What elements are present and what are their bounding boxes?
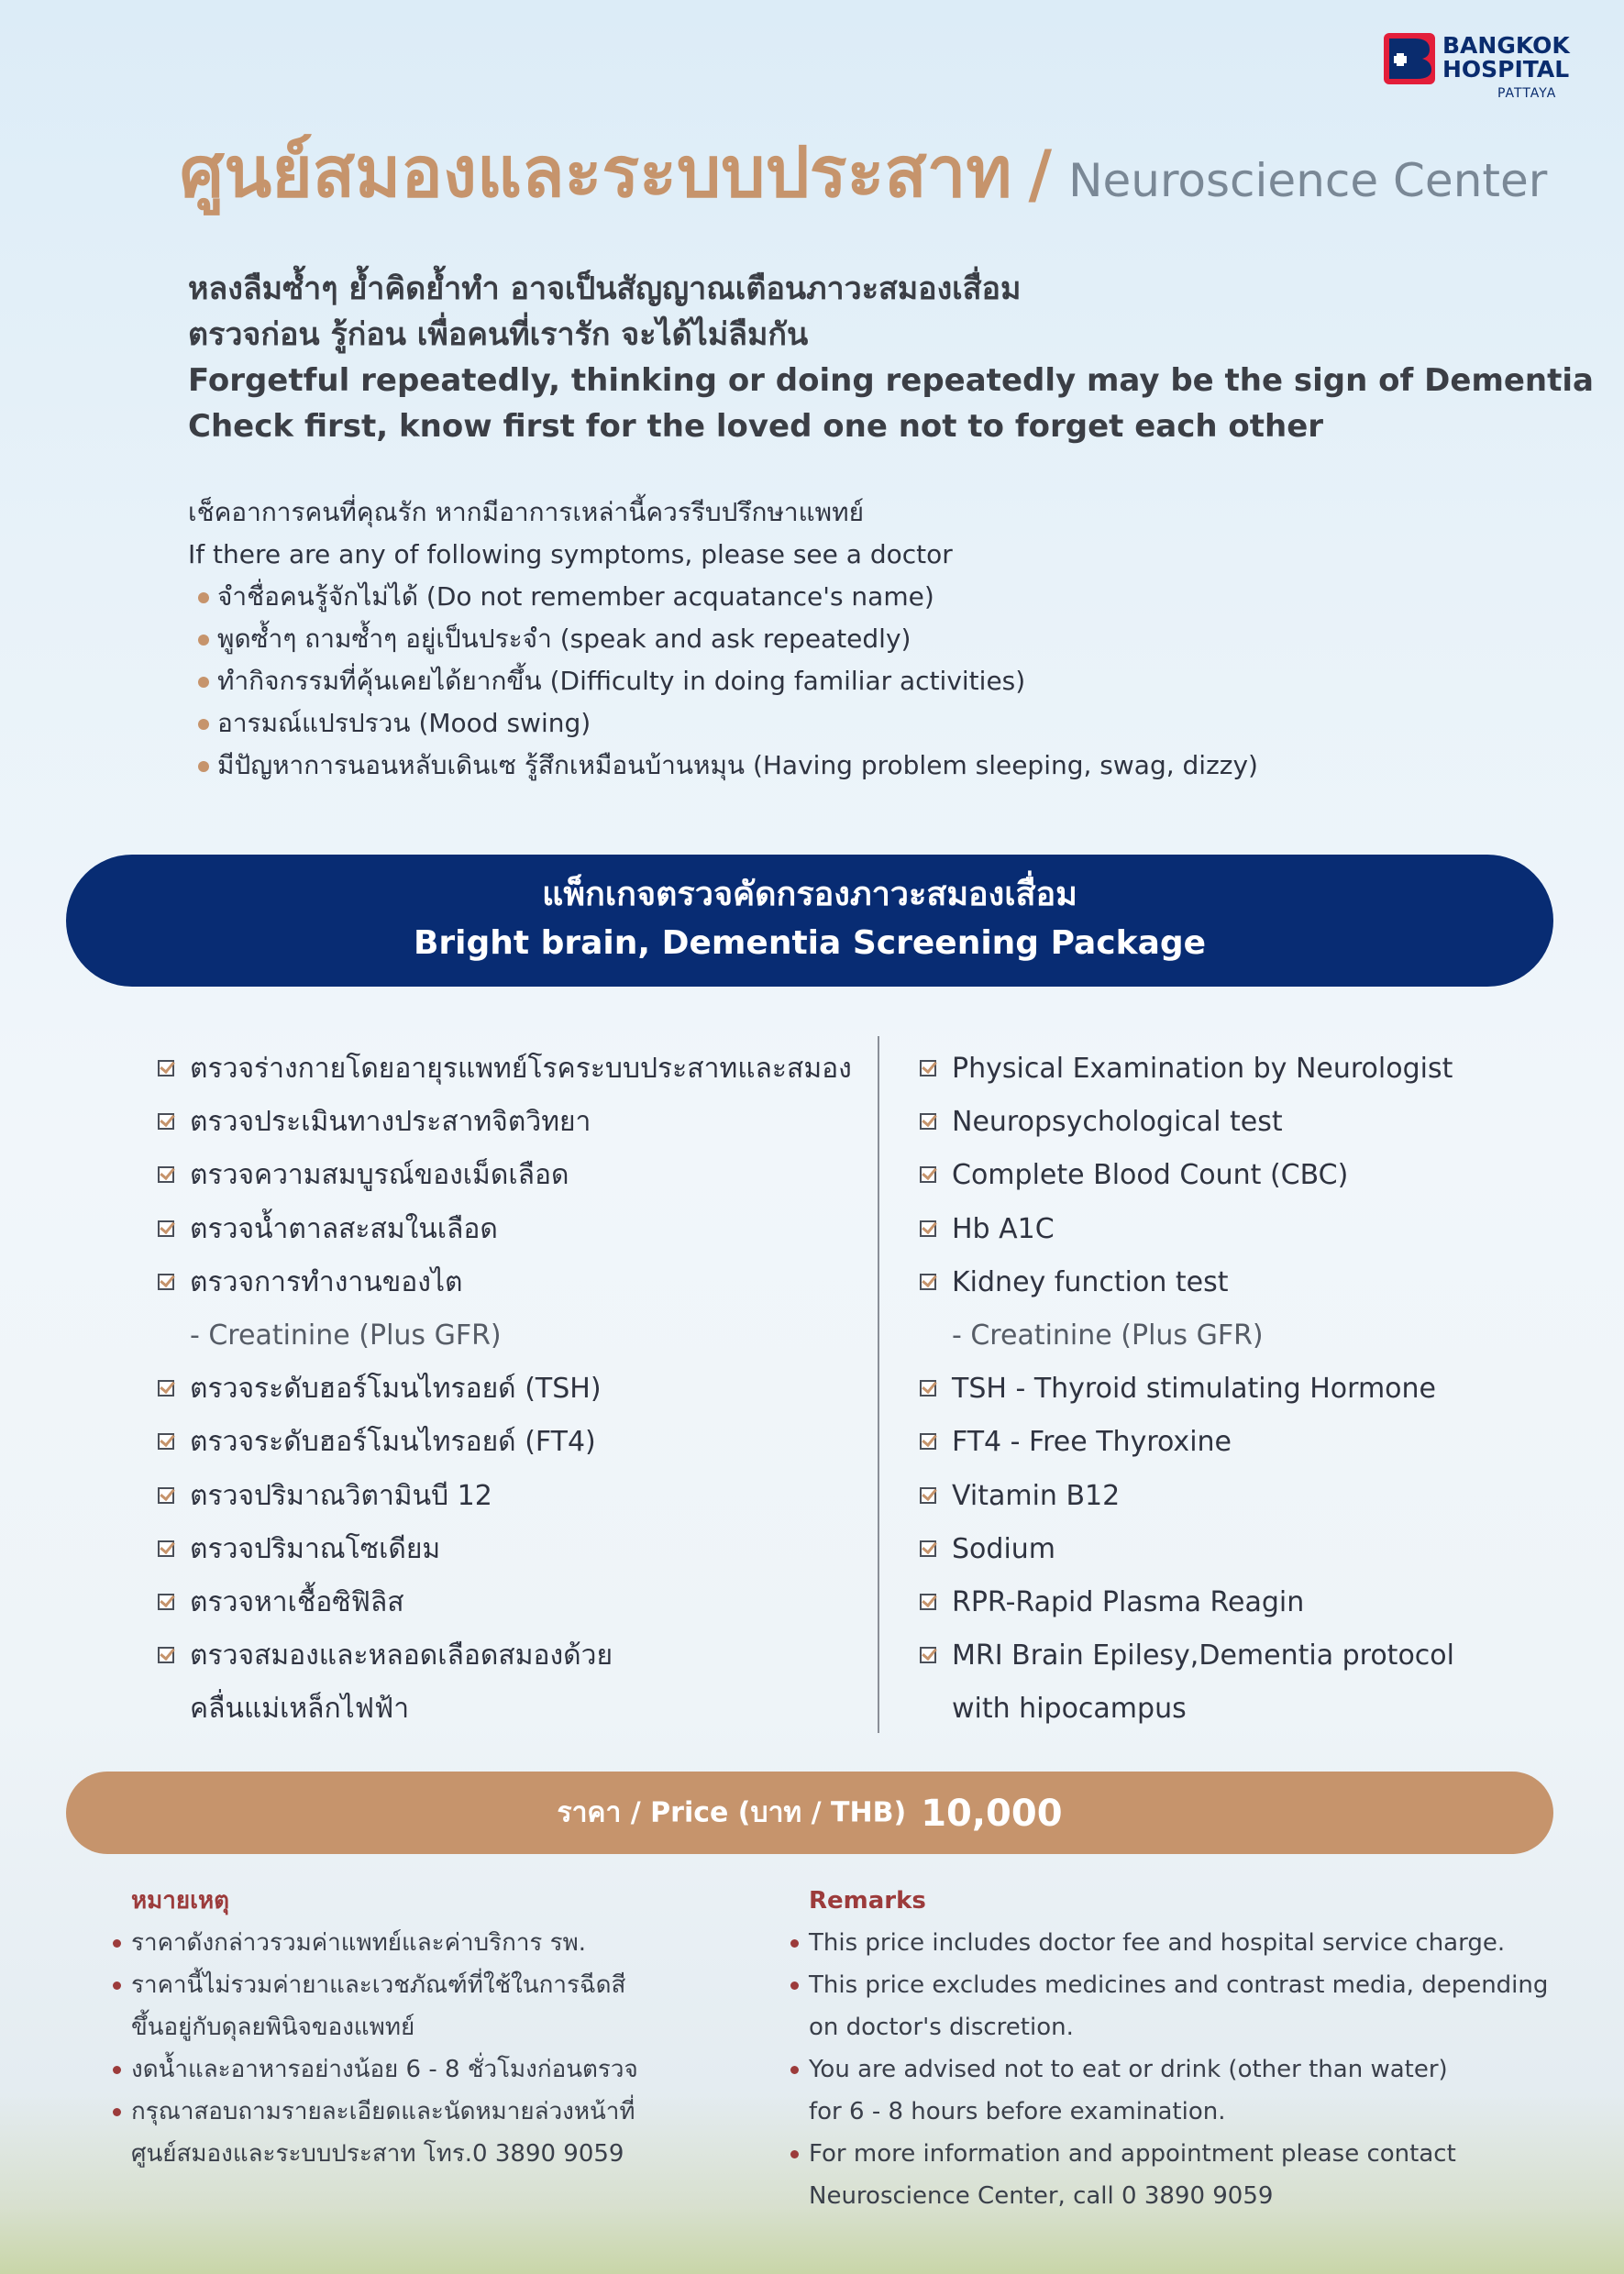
remarks-en	[790, 1880, 1549, 2217]
remark-item: For more information and appointment please contact	[790, 2133, 1524, 2175]
package-item	[158, 1043, 873, 1096]
logo-name-line1: BANGKOK	[1442, 32, 1570, 59]
headline-th-line1: หลงลืมซ้ำๆ ย้ำคิดย้ำทำ อาจเป็นสัญญาณเตือนภาวะสมองเสื่อม	[188, 270, 1022, 307]
package-title-th: แพ็กเกจตรวจคัดกรองภาวะสมองเสื่อม	[542, 876, 1077, 913]
remark-item-continued: ขึ้นอยู่กับดุลยพินิจของแพทย์	[131, 2014, 415, 2041]
package-item-sub: - Creatinine (Plus GFR)	[952, 1319, 1264, 1352]
package-banner	[66, 855, 1553, 987]
remark-item-continued: Neuroscience Center, call 0 3890 9059	[809, 2182, 1274, 2210]
package-item	[920, 1149, 1562, 1202]
package-item-label: Neuropsychological test	[952, 1106, 1283, 1139]
remarks-th-heading: หมายเหตุ	[131, 1887, 230, 1915]
symptom-item: ทำกิจกรรมที่คุ้นเคยได้ยากขึ้น (Difficulty in doing familiar activities)	[188, 660, 1518, 702]
package-item-label: ตรวจร่างกายโดยอายุรแพทย์โรคระบบประสาทและสมอง	[190, 1053, 852, 1085]
package-item	[158, 1096, 873, 1149]
checkbox-icon	[920, 1274, 936, 1290]
remark-item: This price includes doctor fee and hospital service charge.	[790, 1922, 1524, 1964]
price-bar	[66, 1772, 1553, 1854]
package-item	[158, 1256, 873, 1309]
package-item-label: ตรวจความสมบูรณ์ของเม็ดเลือด	[190, 1159, 569, 1192]
package-item-label: Kidney function test	[952, 1265, 1229, 1298]
package-item-label: MRI Brain Epilesy,Dementia protocol	[952, 1639, 1454, 1672]
package-title-en: Bright brain, Dementia Screening Package	[413, 924, 1207, 962]
headline	[188, 266, 1594, 449]
price-label: ราคา / Price (บาท / THB)	[557, 1796, 907, 1829]
checkbox-icon	[158, 1594, 174, 1610]
package-item	[920, 1470, 1562, 1523]
checkbox-icon	[920, 1487, 936, 1504]
package-item	[158, 1149, 873, 1202]
remark-item-continued: on doctor's discretion.	[809, 2014, 1074, 2041]
package-item	[920, 1043, 1562, 1096]
remark-item: กรุณาสอบถามรายละเอียดและนัดหมายล่วงหน้าที่	[113, 2091, 755, 2133]
remark-item-continued: ศูนย์สมองและระบบประสาท โทร.0 3890 9059	[131, 2140, 624, 2168]
column-divider	[878, 1036, 879, 1733]
remark-item: You are advised not to eat or drink (other than water)	[790, 2048, 1524, 2091]
checkbox-icon	[920, 1433, 936, 1450]
page-title-separator: /	[1028, 137, 1053, 212]
checkbox-icon	[920, 1540, 936, 1557]
package-item	[158, 1470, 873, 1523]
package-item	[920, 1203, 1562, 1256]
remark-item: ราคาดังกล่าวรวมค่าแพทย์และค่าบริการ รพ.	[113, 1922, 755, 1964]
remarks-en-heading: Remarks	[809, 1887, 926, 1915]
package-item	[920, 1523, 1562, 1576]
symptoms-section	[188, 491, 1518, 787]
checkbox-icon	[158, 1380, 174, 1396]
checkbox-icon	[920, 1166, 936, 1183]
remarks-en-list	[790, 1922, 1549, 2217]
package-items-en	[920, 1043, 1562, 1737]
package-item	[920, 1416, 1562, 1469]
symptoms-intro-th: เช็คอาการคนที่คุณรัก หากมีอาการเหล่านี้ควรรีบปรึกษาแพทย์	[188, 497, 864, 527]
package-item-label: ตรวจปริมาณโซเดียม	[190, 1532, 441, 1565]
package-item	[158, 1416, 873, 1469]
remark-item: งดน้ำและอาหารอย่างน้อย 6 - 8 ชั่วโมงก่อนตรวจ	[113, 2048, 755, 2091]
remark-item-continued: for 6 - 8 hours before examination.	[809, 2098, 1226, 2125]
package-item-label: TSH - Thyroid stimulating Hormone	[952, 1373, 1437, 1406]
package-items-th	[158, 1043, 873, 1737]
headline-en-line1: Forgetful repeatedly, thinking or doing repeatedly may be the sign of Dementia	[188, 362, 1594, 399]
package-item	[920, 1096, 1562, 1149]
checkbox-icon	[920, 1380, 936, 1396]
checkbox-icon	[158, 1647, 174, 1663]
package-item-label: ตรวจน้ำตาลสะสมในเลือด	[190, 1212, 498, 1245]
checkbox-icon	[920, 1594, 936, 1610]
package-item-label: ตรวจประเมินทางประสาทจิตวิทยา	[190, 1106, 591, 1139]
package-item-label: FT4 - Free Thyroxine	[952, 1426, 1232, 1459]
package-item-label: ตรวจปริมาณวิตามินบี 12	[190, 1479, 492, 1512]
remark-item: This price excludes medicines and contrast media, depending	[790, 1964, 1524, 2006]
package-item-label: Sodium	[952, 1532, 1056, 1565]
checkbox-icon	[158, 1166, 174, 1183]
package-item	[158, 1523, 873, 1576]
checkbox-icon	[158, 1540, 174, 1557]
package-item-label: Hb A1C	[952, 1212, 1055, 1245]
checkbox-icon	[920, 1060, 936, 1076]
page-title-th: ศูนย์สมองและระบบประสาท	[180, 131, 1012, 213]
package-item-label: ตรวจหาเชื้อซิฟิลิส	[190, 1586, 404, 1619]
checkbox-icon	[158, 1060, 174, 1076]
symptom-item: อารมณ์แปรปรวน (Mood swing)	[188, 702, 1518, 745]
remarks-th	[113, 1880, 755, 2175]
package-item	[158, 1576, 873, 1629]
page-title	[180, 117, 1548, 227]
package-item-label: ตรวจระดับฮอร์โมนไทรอยด์ (FT4)	[190, 1426, 596, 1459]
package-item-sub: - Creatinine (Plus GFR)	[190, 1319, 502, 1352]
remarks-th-list	[113, 1922, 755, 2175]
package-item	[920, 1363, 1562, 1416]
checkbox-icon	[920, 1113, 936, 1130]
symptoms-intro-en: If there are any of following symptoms, please see a doctor	[188, 539, 953, 569]
package-item	[158, 1363, 873, 1416]
symptom-item: มีปัญหาการนอนหลับเดินเซ รู้สึกเหมือนบ้านหมุน (Having problem sleeping, swag, dizzy)	[188, 745, 1518, 787]
symptom-item: พูดซ้ำๆ ถามซ้ำๆ อยู่เป็นประจำ (speak and ask repeatedly)	[188, 618, 1518, 660]
package-item-label: RPR-Rapid Plasma Reagin	[952, 1586, 1305, 1619]
package-item-label: Physical Examination by Neurologist	[952, 1053, 1453, 1085]
checkbox-icon	[158, 1487, 174, 1504]
checkbox-icon	[158, 1220, 174, 1237]
package-item-label: ตรวจสมองและหลอดเลือดสมองด้วย	[190, 1639, 613, 1672]
package-item	[158, 1629, 873, 1683]
package-item-label: ตรวจการทำงานของไต	[190, 1265, 463, 1298]
hospital-logo	[1384, 33, 1595, 103]
symptoms-list	[188, 576, 1518, 787]
package-item-label: Vitamin B12	[952, 1479, 1121, 1512]
package-item-label: Complete Blood Count (CBC)	[952, 1159, 1349, 1192]
headline-en-line2: Check first, know first for the loved one not to forget each other	[188, 408, 1324, 445]
package-item	[920, 1256, 1562, 1309]
checkbox-icon	[158, 1113, 174, 1130]
package-item-label: ตรวจระดับฮอร์โมนไทรอยด์ (TSH)	[190, 1373, 602, 1406]
checkbox-icon	[920, 1220, 936, 1237]
headline-th-line2: ตรวจก่อน รู้ก่อน เพื่อคนที่เรารัก จะได้ไม่ลืมกัน	[188, 316, 809, 353]
logo-name-line2: HOSPITAL	[1442, 56, 1570, 83]
package-item-continued: with hipocampus	[952, 1693, 1187, 1726]
checkbox-icon	[920, 1647, 936, 1663]
logo-location: PATTAYA	[1497, 86, 1557, 101]
package-item	[158, 1203, 873, 1256]
checkbox-icon	[158, 1433, 174, 1450]
price-value: 10,000	[921, 1792, 1063, 1835]
symptom-item: จำชื่อคนรู้จักไม่ได้ (Do not remember acquatance's name)	[188, 576, 1518, 618]
page-title-en: Neuroscience Center	[1068, 154, 1548, 207]
bangkok-hospital-logo-icon	[1384, 33, 1435, 84]
package-item	[920, 1576, 1562, 1629]
remark-item: ราคานี้ไม่รวมค่ายาและเวชภัณฑ์ที่ใช้ในการฉีดสี	[113, 1964, 755, 2006]
package-item	[920, 1629, 1562, 1683]
checkbox-icon	[158, 1274, 174, 1290]
package-item-continued: คลื่นแม่เหล็กไฟฟ้า	[190, 1693, 410, 1726]
